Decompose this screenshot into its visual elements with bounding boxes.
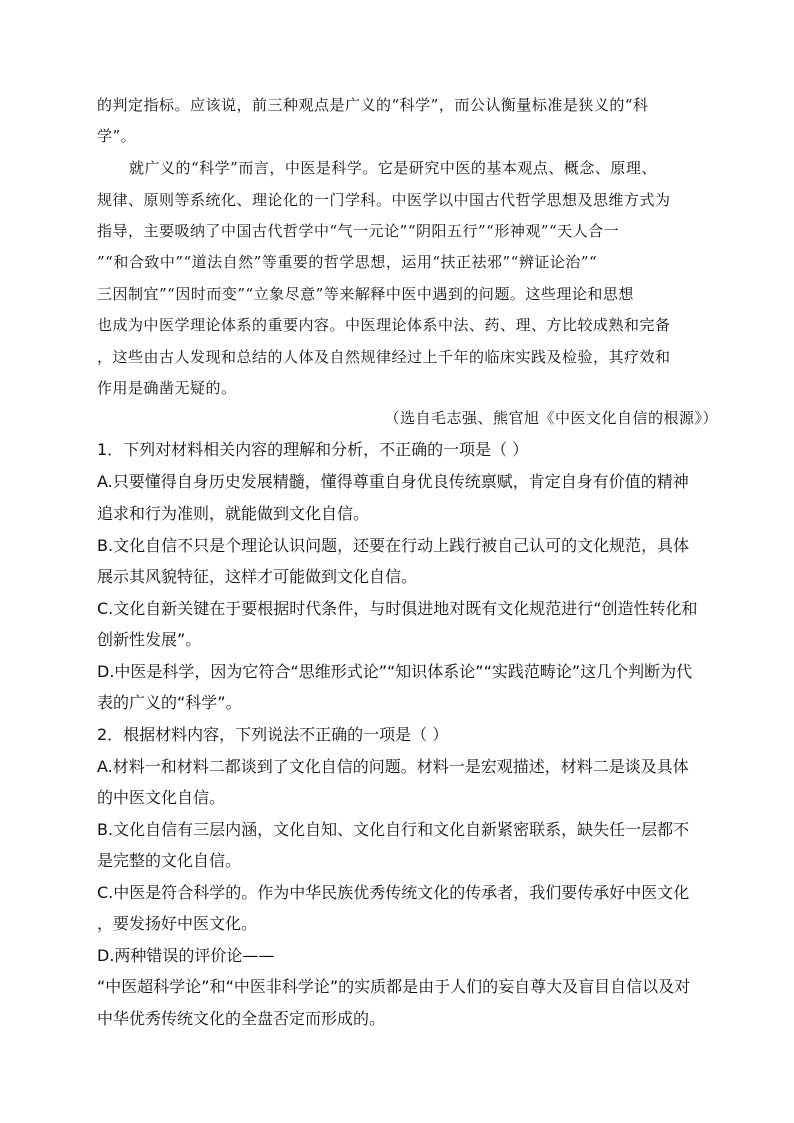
- question-1-option-a-line-1: A.只要懂得自身历史发展精髓，懂得尊重自身优良传统禀赋，肯定自身有价值的精神: [97, 472, 689, 491]
- question-1-option-d-line-1: D.中医是科学，因为它符合“思维形式论”“知识体系论”“实践范畴论”这几个判断为代: [97, 662, 693, 681]
- passage-line-5: 指导，主要吸纳了中国古代哲学中“气一元论”“阴阳五行”“形神观”“天人合一: [97, 222, 620, 240]
- question-1-option-b-line-1: B.文化自信不只是个理论认识问题，还要在行动上践行被自己认可的文化规范，具体: [97, 536, 690, 555]
- question-1-option-a-line-2: 追求和行为准则，就能做到文化自信。: [97, 504, 370, 523]
- passage-line-4: 规律、原则等系统化、理论化的一门学科。中医学以中国古代哲学思想及思维方式为: [97, 191, 671, 209]
- passage-line-6: ”“和合致中”“道法自然”等重要的哲学思想，运用“扶正祛邪”“辨证论治”“: [97, 253, 598, 271]
- question-2-option-a-line-2: 的中医文化自信。: [97, 788, 226, 807]
- question-2-option-b-line-2: 是完整的文化自信。: [97, 851, 242, 870]
- passage-line-7: 三因制宜”“因时而变”“立象尽意”等来解释中医中遇到的问题。这些理论和思想: [97, 285, 634, 303]
- question-2-option-c-line-2: ，要发扬好中医文化。: [97, 914, 258, 933]
- passage-line-3: 就广义的“科学”而言，中医是科学。它是研究中医的基本观点、概念、原理、: [129, 159, 657, 177]
- passage-line-2: 学”。: [97, 127, 137, 145]
- question-1-option-c-line-2: 创新性发展”。: [97, 630, 202, 649]
- question-2-option-c-line-1: C.中医是符合科学的。作为中华民族优秀传统文化的传承者，我们要传承好中医文化: [97, 883, 690, 902]
- question-2-option-b-line-1: B.文化自信有三层内涵，文化自知、文化自行和文化自新紧密联系，缺失任一层都不: [97, 820, 690, 839]
- question-2-option-d-line-2: “中医超科学论”和“中医非科学论”的实质都是由于人们的妄自尊大及盲目自信以及对: [97, 977, 691, 996]
- question-2-option-a-line-1: A.材料一和材料二都谈到了文化自信的问题。材料一是宏观描述，材料二是谈及具体: [97, 757, 689, 776]
- question-2-option-d-line-1: D.两种错误的评价论——: [97, 946, 275, 965]
- question-1-option-c-line-1: C.文化自新关键在于要根据时代条件，与时俱进地对既有文化规范进行“创造性转化和: [97, 599, 698, 618]
- passage-line-9: ，这些由古人发现和总结的人体及自然规律经过上千年的临床实践及检验，其疗效和: [97, 348, 671, 366]
- question-2-stem: 2．根据材料内容，下列说法不正确的一项是（ ）: [97, 725, 449, 744]
- passage-source: （选自毛志强、熊官旭《中医文化自信的根源》）: [384, 409, 718, 427]
- passage-line-10: 作用是确凿无疑的。: [97, 379, 237, 397]
- question-1-stem: 1．下列对材料相关内容的理解和分析，不正确的一项是（ ）: [97, 440, 529, 459]
- question-1-option-b-line-2: 展示其风貌特征，这样才可能做到文化自信。: [97, 567, 418, 586]
- passage-line-1: 的判定指标。应该说，前三种观点是广义的“科学”，而公认衡量标准是狭义的“科: [97, 96, 649, 114]
- passage-line-8: 也成为中医学理论体系的重要内容。中医理论体系中法、药、理、方比较成熟和完备: [97, 316, 671, 334]
- question-2-option-d-line-3: 中华优秀传统文化的全盘否定而形成的。: [97, 1009, 386, 1028]
- question-1-option-d-line-2: 表的广义的“科学”。: [97, 693, 242, 712]
